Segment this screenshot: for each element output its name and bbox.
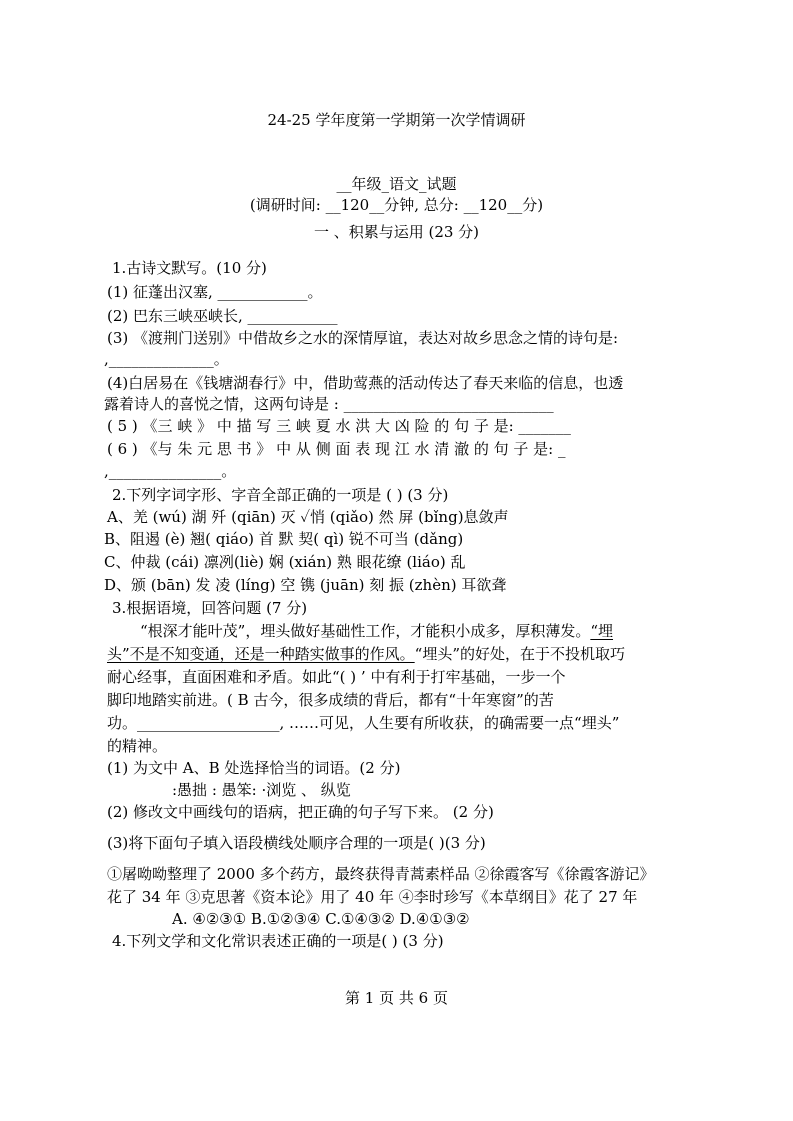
question-3-sub-2: (2) 修改文中画线句的语病，把正确的句子写下来。 (2 分) <box>107 803 494 821</box>
question-3-sub-3-line-1: ①屠呦呦整理了 2000 多个药方，最终获得青蒿素样品 ②徐霞客写《徐霞客游记》 <box>107 865 655 883</box>
passage-text: “根深才能叶茂”，埋头做好基础性工作，才能积小成多，厚积薄发。 <box>140 622 591 640</box>
underlined-sentence-end: 头”不是不知变通，还是一种踏实做事的作风。 <box>107 645 415 663</box>
question-3-sub-1: (1) 为文中 A、B 处选择恰当的词语。(2 分) <box>107 759 401 777</box>
grade-subject-line: __年级_语文_试题 <box>336 175 457 193</box>
question-2-option-a: A、羌 (wú) 湖 歼 (qiān) 灭 ✓悄 (qiǎo) 然 屏 (bǐng)息敛声 <box>107 508 509 526</box>
question-2-option-b: B、阻遏 (è) 翘( qiáo) 首 默 契( qì) 锐不可当 (dǎng) <box>104 530 464 548</box>
question-3-sub-1-options: :愚拙 : 愚笨: ·浏览 、 纵览 <box>172 781 351 799</box>
passage-text: “埋头”的好处，在于不投机取巧 <box>414 645 626 663</box>
passage-line-1 <box>140 620 613 642</box>
question-3-stem: 3.根据语境，回答问题 (7 分) <box>112 599 308 617</box>
underlined-sentence-start: “埋 <box>590 622 614 640</box>
page-number: 第 1 页 共 6 页 <box>345 989 448 1007</box>
passage-line-2 <box>107 643 625 665</box>
passage-line-4: 脚印地踏实前进。( B 古今，很多成绩的背后，都有“十年寒窗”的苦 <box>107 691 554 709</box>
question-1-item-6-answer: ,_______________。 <box>104 462 237 480</box>
question-2-option-d: D、颁 (bān) 发 凌 (líng) 空 镌 (juān) 刻 振 (zhèn) 耳欲聋 <box>104 576 507 594</box>
question-1-item-1: (1) 征蓬出汉塞, ____________。 <box>107 283 323 301</box>
question-1-item-5: ( 5 ) 《三 峡 》 中 描 写 三 峡 夏 水 洪 大 凶 险 的 句 子 是: _______ <box>107 417 571 435</box>
question-1-item-2: (2) 巴东三峡巫峡长, ____________ <box>107 307 338 325</box>
question-3-sub-3-options: A. ④②③① B.①②③④ C.①④③② D.④①③② <box>172 910 470 928</box>
passage-line-6: 的精神。 <box>107 737 168 755</box>
question-2-option-c: C、仲裁 (cái) 凛冽(liè) 娴 (xián) 熟 眼花缭 (liáo) 乱 <box>104 553 466 571</box>
question-1-item-4: (4)白居易在《钱塘湖春行》中，借助莺燕的活动传达了春天来临的信息，也透 <box>107 374 624 392</box>
exam-title: 24-25 学年度第一学期第一次学情调研 <box>267 111 526 129</box>
question-1-item-6: ( 6 ) 《与 朱 元 思 书 》 中 从 侧 面 表 现 江 水 清 澈 的 句 子 是: _ <box>107 440 566 458</box>
question-3-sub-3: (3)将下面句子填入语段横线处顺序合理的一项是( )(3 分) <box>107 834 486 852</box>
question-1-item-3: (3) 《渡荆门送别》中借故乡之水的深情厚谊，表达对故乡思念之情的诗句是: <box>107 329 619 347</box>
passage-line-5: 功。___________________, ……可见，人生要有所收获，的确需要一点“埋头” <box>107 714 620 732</box>
section-heading: 一 、积累与运用 (23 分) <box>313 223 480 241</box>
passage-line-3: 耐心经事，直面困难和矛盾。如此“( ) ’ 中有利于打牢基础，一步一个 <box>107 668 566 686</box>
question-2-stem: 2.下列字词字形、字音全部正确的一项是 ( ) (3 分) <box>112 486 449 504</box>
question-1-item-3-answer: ,______________。 <box>104 350 229 368</box>
question-1-stem: 1.古诗文默写。(10 分) <box>112 259 267 277</box>
question-4-stem: 4.下列文学和文化常识表述正确的一项是( ) (3 分) <box>112 932 444 950</box>
question-1-item-4-cont: 露着诗人的喜悦之情，这两句诗是 : ____________________________ <box>104 395 554 413</box>
question-3-sub-3-line-2: 花了 34 年 ③克思著《资本论》用了 40 年 ④李时珍写《本草纲目》花了 27 年 <box>107 888 638 906</box>
time-score-line: (调研时间: __120__分钟, 总分: __120__分) <box>249 196 544 214</box>
